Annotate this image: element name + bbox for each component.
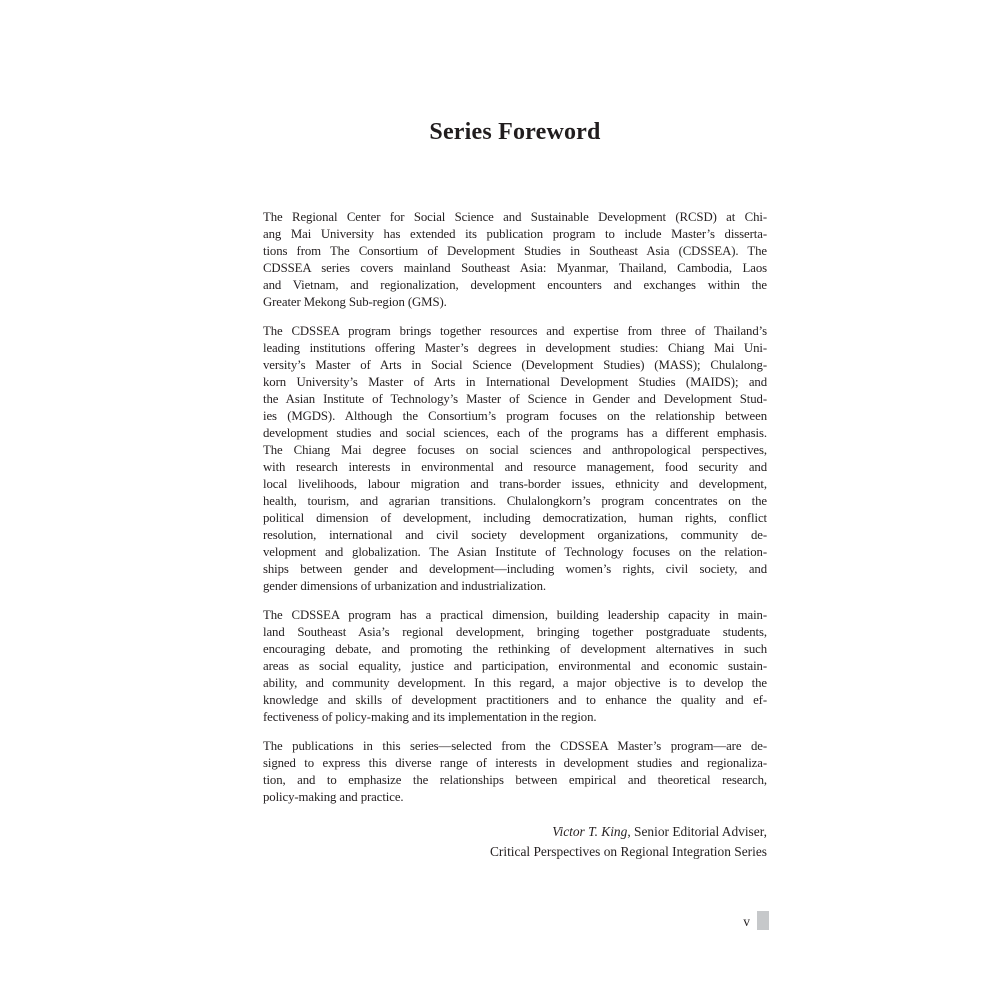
text-line: tions from The Consortium of Development Studies in Southeast Asia (CDSSEA). The — [263, 244, 767, 258]
paragraph — [263, 323, 767, 595]
text-line: Greater Mekong Sub-region (GMS). — [263, 295, 447, 309]
page-footer — [263, 912, 769, 931]
text-line: knowledge and skills of development practitioners and to enhance the quality and ef- — [263, 693, 767, 707]
text-line: resolution, international and civil society development organizations, community de- — [263, 528, 767, 542]
text-line: land Southeast Asia’s regional development, bringing together postgraduate students, — [263, 625, 767, 639]
text-line: fectiveness of policy-making and its implementation in the region. — [263, 710, 597, 724]
text-line: ang Mai University has extended its publication program to include Master’s disserta- — [263, 227, 767, 241]
text-line: encouraging debate, and promoting the rethinking of development alternatives in such — [263, 642, 767, 656]
text-line: The CDSSEA program brings together resources and expertise from three of Thailand’s — [263, 324, 767, 338]
text-line: with research interests in environmental and resource management, food security and — [263, 460, 767, 474]
text-line: The Chiang Mai degree focuses on social sciences and anthropological perspectives, — [263, 443, 767, 457]
signature-series: Critical Perspectives on Regional Integration Series — [489, 844, 767, 859]
text-line: local livelihoods, labour migration and trans-border issues, ethnicity and development, — [263, 477, 767, 491]
text-line: tion, and to emphasize the relationships between empirical and theoretical research, — [263, 773, 767, 787]
text-line: korn University’s Master of Arts in International Development Studies (MAIDS); and — [263, 375, 767, 389]
text-line: signed to express this diverse range of interests in development studies and regionaliza- — [263, 756, 767, 770]
text-line: areas as social equality, justice and participation, environmental and economic sustain- — [263, 659, 767, 673]
text-line: CDSSEA series covers mainland Southeast Asia: Myanmar, Thailand, Cambodia, Laos — [263, 261, 767, 275]
text-line: leading institutions offering Master’s degrees in development studies: Chiang Mai Uni- — [263, 341, 767, 355]
text-line: the Asian Institute of Technology’s Master of Science in Gender and Development Stud- — [263, 392, 767, 406]
page-title: Series Foreword — [429, 119, 601, 145]
text-line: gender dimensions of urbanization and industrialization. — [263, 579, 546, 593]
signature-block — [490, 822, 767, 862]
text-line: versity’s Master of Arts in Social Science (Development Studies) (MASS); Chulalong- — [263, 358, 767, 372]
paragraph — [263, 209, 767, 311]
paragraph — [263, 738, 767, 806]
paragraph — [263, 607, 767, 726]
signature-line-1 — [490, 822, 767, 842]
text-line: political dimension of development, including democratization, human rights, conflict — [263, 511, 767, 525]
signature-role: , Senior Editorial Adviser, — [627, 824, 767, 839]
text-line: The CDSSEA program has a practical dimension, building leadership capacity in main- — [263, 608, 767, 622]
text-line: and Vietnam, and regionalization, development encounters and exchanges within the — [263, 278, 767, 292]
page-number: v — [743, 914, 750, 929]
text-line: The publications in this series—selected from the CDSSEA Master’s program—are de- — [263, 739, 767, 753]
text-line: health, tourism, and agrarian transitions. Chulalongkorn’s program concentrates on the — [263, 494, 767, 508]
text-line: ships between gender and development—including women’s rights, civil society, and — [263, 562, 767, 576]
text-line: ability, and community development. In this regard, a major objective is to develop the — [263, 676, 767, 690]
text-line: ies (MGDS). Although the Consortium’s program focuses on the relationship between — [263, 409, 767, 423]
footer-marker — [757, 911, 769, 930]
signature-name: Victor T. King — [552, 824, 628, 839]
foreword-body — [263, 209, 767, 806]
text-line: velopment and globalization. The Asian Institute of Technology focuses on the relation- — [263, 545, 767, 559]
text-line: development studies and social sciences, each of the programs has a different emphasis. — [263, 426, 767, 440]
text-line: The Regional Center for Social Science and Sustainable Development (RCSD) at Chi- — [263, 210, 767, 224]
text-line: policy-making and practice. — [263, 790, 404, 804]
